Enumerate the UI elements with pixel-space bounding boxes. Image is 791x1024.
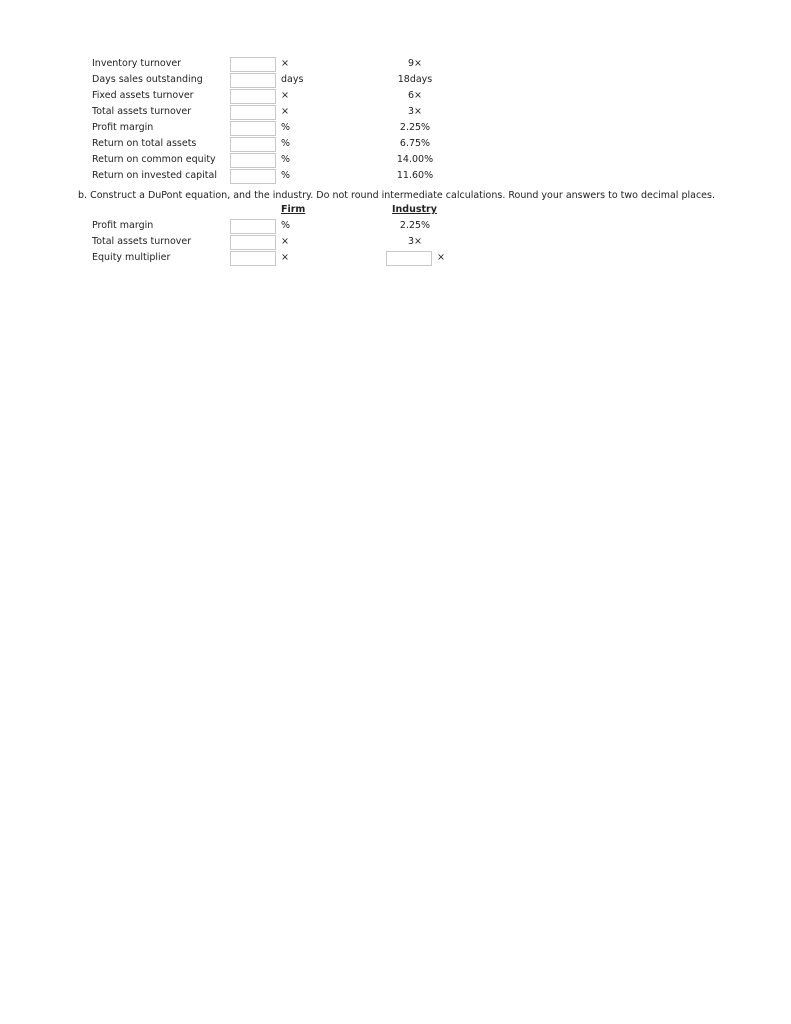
part-b-instruction: b. Construct a DuPont equation, and the industry. Do not round intermediate calculations. Round your answers to two decimal places. [78, 190, 715, 201]
dupont-row-equity-multiplier [0, 251, 791, 267]
unit-label: × [281, 58, 289, 69]
industry-value: 14.00% [396, 154, 434, 165]
ratio-row-return-on-common-equity [0, 153, 791, 169]
ratio-label: Profit margin [92, 122, 154, 133]
ratio-label: Total assets turnover [92, 106, 192, 117]
ratio-label: Return on invested capital [92, 170, 217, 181]
dupont-row-total-assets-turnover [0, 235, 791, 251]
unit-label: % [281, 122, 291, 133]
industry-column-header: Industry [392, 204, 437, 215]
ratio-row-return-on-invested-capital [0, 169, 791, 185]
unit-label: days [281, 74, 304, 85]
ratio-row-days-sales-outstanding [0, 73, 791, 89]
firm-column-header: Firm [281, 204, 306, 215]
industry-value: 6.75% [399, 138, 431, 149]
ratio-label: Inventory turnover [92, 58, 182, 69]
dupont-label: Equity multiplier [92, 252, 171, 263]
unit-label: × [281, 252, 289, 263]
industry-value: 3× [407, 236, 422, 247]
ratio-row-return-on-total-assets [0, 137, 791, 153]
return-on-total-assets-input[interactable] [230, 137, 276, 152]
industry-value: 18days [397, 74, 433, 85]
ratio-label: Return on total assets [92, 138, 197, 149]
dupont-total-assets-turnover-firm-input[interactable] [230, 235, 276, 250]
return-on-invested-capital-input[interactable] [230, 169, 276, 184]
unit-label: % [281, 220, 291, 231]
unit-label: × [281, 236, 289, 247]
industry-value: 11.60% [396, 170, 434, 181]
ratio-row-profit-margin [0, 121, 791, 137]
unit-label: % [281, 170, 291, 181]
unit-label: % [281, 138, 291, 149]
dupont-label: Total assets turnover [92, 236, 192, 247]
industry-value: 9× [407, 58, 422, 69]
return-on-common-equity-input[interactable] [230, 153, 276, 168]
fixed-assets-turnover-input[interactable] [230, 89, 276, 104]
total-assets-turnover-input[interactable] [230, 105, 276, 120]
industry-value: 2.25% [399, 122, 431, 133]
industry-value: 6× [407, 90, 422, 101]
industry-value: 2.25% [399, 220, 431, 231]
ratio-label: Fixed assets turnover [92, 90, 194, 101]
days-sales-outstanding-input[interactable] [230, 73, 276, 88]
ratio-row-fixed-assets-turnover [0, 89, 791, 105]
dupont-profit-margin-firm-input[interactable] [230, 219, 276, 234]
ratio-label: Days sales outstanding [92, 74, 203, 85]
dupont-row-profit-margin [0, 219, 791, 235]
profit-margin-input[interactable] [230, 121, 276, 136]
dupont-equity-multiplier-industry-input[interactable] [386, 251, 432, 266]
industry-value: 3× [407, 106, 422, 117]
unit-label: × [437, 252, 445, 263]
ratio-row-total-assets-turnover [0, 105, 791, 121]
dupont-equity-multiplier-firm-input[interactable] [230, 251, 276, 266]
ratio-row-inventory-turnover [0, 57, 791, 73]
inventory-turnover-input[interactable] [230, 57, 276, 72]
unit-label: % [281, 154, 291, 165]
unit-label: × [281, 106, 289, 117]
ratio-label: Return on common equity [92, 154, 216, 165]
unit-label: × [281, 90, 289, 101]
dupont-label: Profit margin [92, 220, 154, 231]
